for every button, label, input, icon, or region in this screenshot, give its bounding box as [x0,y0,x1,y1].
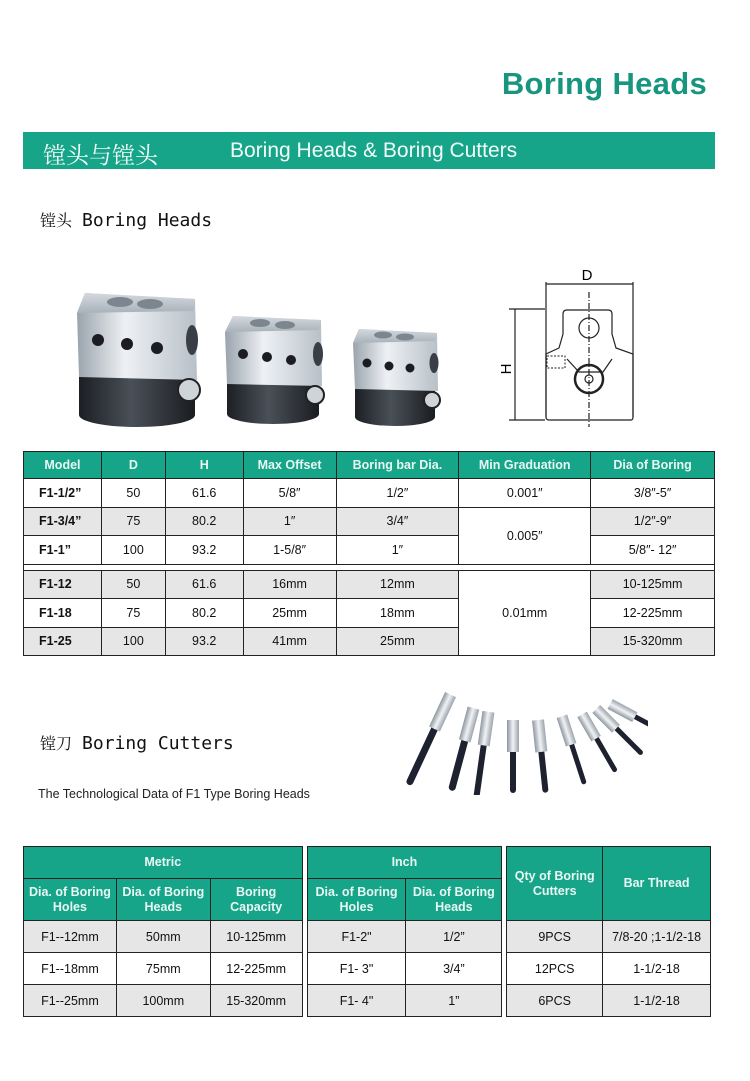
col-header-thread: Bar Thread [603,847,711,921]
table-row: F1-1/2” 50 61.6 5/8″ 1/2″ 0.001″ 3/8″-5″ [24,479,715,508]
dimension-diagram [495,262,665,427]
group-header-inch: Inch [307,847,502,879]
table-row: F1--18mm 75mm 12-225mm F1- 3" 3/4” 12PCS 1-1/2-18 [24,953,711,985]
boring-cutters-table [23,846,711,1017]
table-row: F1--12mm 50mm 10-125mm F1-2" 1/2” 9PCS 7/8-20 ;1-1/2-18 [24,921,711,953]
label-h: H [498,363,515,375]
col-header-metric-heads: Dia. of Boring Heads [116,879,210,921]
col-header-dia-boring: Dia of Boring [591,452,715,479]
col-header-model: Model [24,452,102,479]
heading-cn: 镗刀 [40,734,73,753]
boring-heads-spec-table [23,451,715,656]
col-header-inch-heads: Dia. of Boring Heads [406,879,502,921]
col-header-d: D [101,452,165,479]
boring-head-large [77,293,200,427]
col-header-h: H [165,452,243,479]
section-banner [23,132,715,169]
boring-head-small [353,329,440,426]
boring-head-medium [225,316,324,424]
banner-title-en: Boring Heads & Boring Cutters [230,139,518,162]
table-row: F1-25 100 93.2 41mm 25mm 15-320mm [24,627,715,656]
heading-cn: 镗头 [40,211,73,230]
boring-cutters-heading [40,731,234,754]
col-header-max-offset: Max Offset [243,452,336,479]
banner-title-cn: 镗头与镗头 [43,143,158,169]
col-header-min-graduation: Min Graduation [459,452,591,479]
col-header-bar-dia: Boring bar Dia. [336,452,459,479]
col-header-metric-capacity: Boring Capacity [210,879,302,921]
boring-heads-photo [75,285,445,435]
table-row: F1-3/4” 75 80.2 1″ 3/4″ 0.005″ 1/2″-9″ [24,507,715,536]
heading-en: Boring Cutters [82,733,234,754]
heading-en: Boring Heads [82,210,213,231]
group-header-metric: Metric [24,847,303,879]
table-row: F1-1” 100 93.2 1-5/8″ 1″ 5/8″- 12″ [24,536,715,565]
tech-data-caption: The Technological Data of F1 Type Boring Heads [38,787,310,801]
boring-heads-heading [40,208,212,231]
table-row: F1-18 75 80.2 25mm 18mm 12-225mm [24,599,715,628]
page-title: Boring Heads [501,66,707,101]
label-d: D [581,267,593,284]
table-row: F1-12 50 61.6 16mm 12mm 0.01mm 10-125mm [24,570,715,599]
col-header-metric-holes: Dia. of Boring Holes [24,879,117,921]
col-header-inch-holes: Dia. of Boring Holes [307,879,406,921]
table-row: F1--25mm 100mm 15-320mm F1- 4" 1” 6PCS 1-1/2-18 [24,985,711,1017]
boring-cutters-photo [378,690,648,795]
col-header-qty: Qty of Boring Cutters [507,847,603,921]
table-header-row [24,452,715,479]
